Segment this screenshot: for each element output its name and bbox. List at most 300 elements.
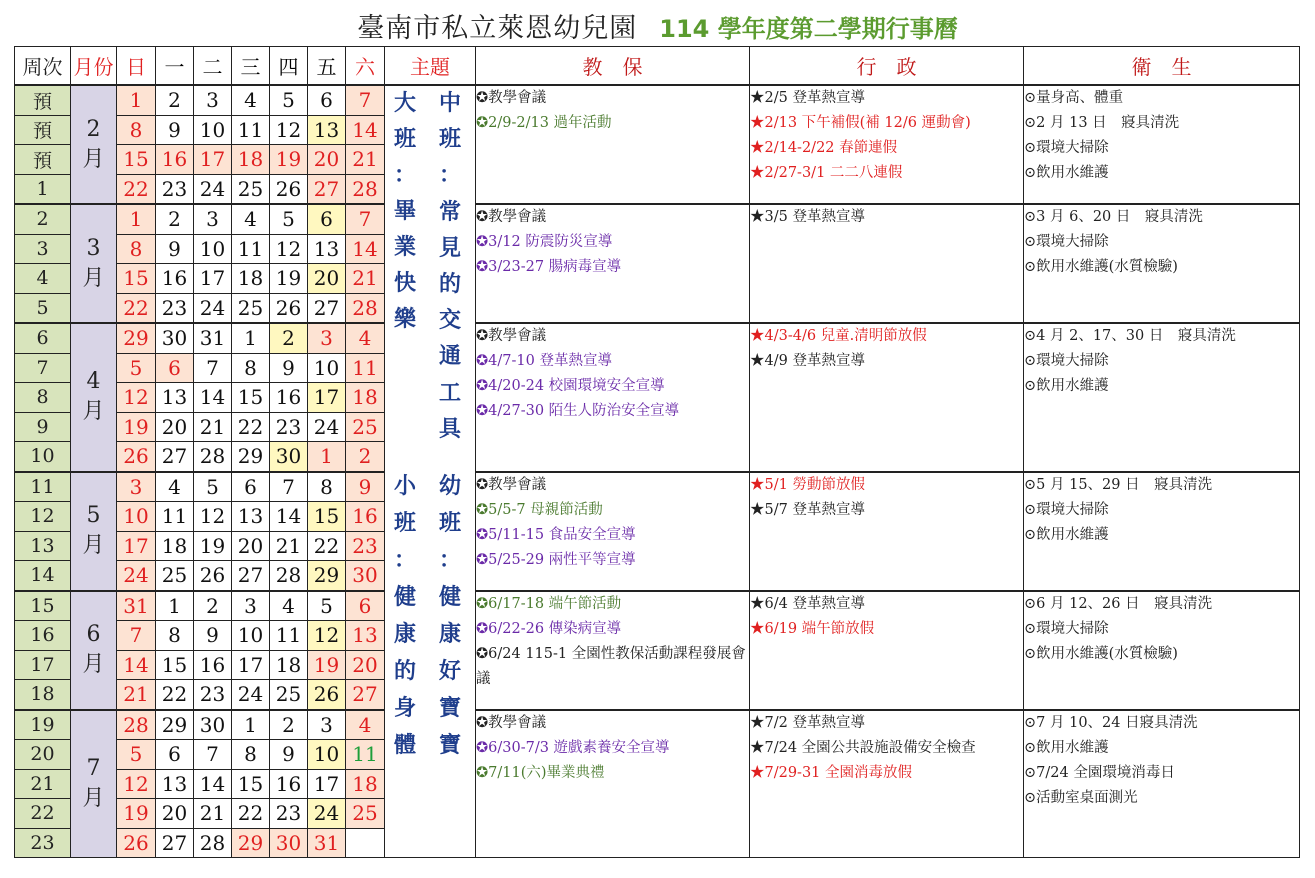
header-month: 月份: [71, 47, 117, 86]
event-item: ✪5/5-7 母親節活動: [476, 501, 603, 518]
header-day-mon: 一: [156, 47, 194, 86]
date-cell-sat: 2: [346, 442, 385, 472]
event-item: ✪3/23-27 腸病毒宣導: [476, 259, 622, 275]
date-cell-tue: 14: [194, 769, 232, 799]
date-cell-wed: 24: [232, 680, 270, 710]
date-cell-thu: 23: [270, 412, 308, 442]
date-cell-sat: [346, 828, 385, 858]
date-cell-tue: 2: [194, 591, 232, 621]
date-cell-wed: 29: [232, 442, 270, 472]
date-cell-wed: 1: [232, 710, 270, 740]
event-item: ⊙飲用水維護: [1024, 378, 1109, 394]
date-cell-fri: 6: [308, 204, 346, 234]
header-admin: 行 政: [750, 47, 1024, 86]
date-cell-sun: 22: [117, 293, 156, 323]
week-number: 8: [15, 383, 71, 413]
date-cell-fri: 24: [308, 799, 346, 829]
date-cell-mon: 11: [156, 502, 194, 532]
events-admin: [750, 323, 1024, 472]
week-number: 13: [15, 531, 71, 561]
date-cell-tue: 26: [194, 561, 232, 591]
week-number: 7: [15, 353, 71, 383]
event-item: ★2/27-3/1 二二八連假: [750, 165, 903, 181]
date-cell-sun: 1: [117, 204, 156, 234]
date-cell-wed: 25: [232, 293, 270, 323]
date-cell-sun: 15: [117, 264, 156, 294]
date-cell-tue: 3: [194, 204, 232, 234]
week-number: 2: [15, 204, 71, 234]
event-item: ✪7/11(六)畢業典禮: [476, 764, 605, 781]
date-cell-sat: 4: [346, 710, 385, 740]
date-cell-sun: 28: [117, 710, 156, 740]
date-cell-thu: 12: [270, 234, 308, 264]
week-number: 1: [15, 174, 71, 204]
date-cell-tue: 5: [194, 472, 232, 502]
date-cell-sun: 8: [117, 115, 156, 145]
week-number: 16: [15, 621, 71, 651]
event-item: ✪3/12 防震防災宣導: [476, 234, 613, 250]
date-cell-mon: 1: [156, 591, 194, 621]
event-item: ✪6/30-7/3 遊戲素養安全宣導: [476, 739, 670, 756]
date-cell-wed: 22: [232, 412, 270, 442]
date-cell-thu: 23: [270, 799, 308, 829]
date-cell-sun: 7: [117, 621, 156, 651]
week-number: 18: [15, 680, 71, 710]
events-health: [1024, 710, 1300, 858]
date-cell-fri: 26: [308, 680, 346, 710]
date-cell-sun: 24: [117, 561, 156, 591]
week-number: 15: [15, 591, 71, 621]
date-cell-thu: 30: [270, 442, 308, 472]
week-number: 17: [15, 650, 71, 680]
date-cell-thu: 9: [270, 353, 308, 383]
date-cell-fri: 1: [308, 442, 346, 472]
date-cell-tue: 14: [194, 383, 232, 413]
date-cell-fri: 8: [308, 472, 346, 502]
events-edu: [476, 323, 750, 472]
week-number: 21: [15, 769, 71, 799]
events-health: [1024, 472, 1300, 591]
date-cell-mon: 27: [156, 828, 194, 858]
date-cell-fri: 24: [308, 412, 346, 442]
event-item: ⊙5 月 15、29 日 寢具清洗: [1024, 476, 1213, 493]
date-cell-sun: 19: [117, 799, 156, 829]
date-cell-thu: 14: [270, 502, 308, 532]
date-cell-sun: 31: [117, 591, 156, 621]
date-cell-fri: 27: [308, 293, 346, 323]
date-cell-thu: 5: [270, 204, 308, 234]
event-item: ⊙飲用水維護(水質檢驗): [1024, 259, 1178, 275]
date-cell-wed: 27: [232, 561, 270, 591]
date-cell-tue: 10: [194, 115, 232, 145]
date-cell-sat: 14: [346, 234, 385, 264]
date-cell-sun: 1: [117, 85, 156, 115]
date-cell-mon: 13: [156, 769, 194, 799]
date-cell-sun: 26: [117, 828, 156, 858]
event-item: ✪4/20-24 校園環境安全宣導: [476, 378, 665, 394]
date-cell-sat: 27: [346, 680, 385, 710]
date-cell-sun: 29: [117, 323, 156, 353]
date-cell-sun: 14: [117, 650, 156, 680]
week-row: [15, 204, 1300, 234]
date-cell-mon: 18: [156, 531, 194, 561]
event-item: ★2/5 登革熱宣導: [750, 90, 865, 106]
date-cell-wed: 8: [232, 740, 270, 770]
date-cell-tue: 23: [194, 680, 232, 710]
date-cell-thu: 12: [270, 115, 308, 145]
event-item: ✪6/22-26 傳染病宣導: [476, 620, 622, 637]
date-cell-sat: 16: [346, 502, 385, 532]
event-item: ✪5/11-15 食品安全宣導: [476, 526, 636, 543]
date-cell-mon: 23: [156, 293, 194, 323]
events-health: [1024, 204, 1300, 323]
date-cell-sun: 22: [117, 174, 156, 204]
date-cell-sat: 18: [346, 769, 385, 799]
events-edu: [476, 85, 750, 204]
header-day-fri: 五: [308, 47, 346, 86]
date-cell-fri: 17: [308, 383, 346, 413]
date-cell-sat: 13: [346, 621, 385, 651]
date-cell-mon: 30: [156, 323, 194, 353]
header-day-thu: 四: [270, 47, 308, 86]
date-cell-sat: 18: [346, 383, 385, 413]
week-number: 12: [15, 502, 71, 532]
event-item: ⊙環境大掃除: [1024, 234, 1109, 250]
date-cell-sat: 21: [346, 145, 385, 175]
date-cell-fri: 10: [308, 353, 346, 383]
week-number: 10: [15, 442, 71, 472]
event-item: ⊙環境大掃除: [1024, 501, 1109, 518]
date-cell-thu: 19: [270, 264, 308, 294]
month-label: 5 月: [71, 472, 117, 591]
date-cell-tue: 10: [194, 234, 232, 264]
date-cell-tue: 3: [194, 85, 232, 115]
date-cell-tue: 21: [194, 412, 232, 442]
week-row: [15, 591, 1300, 621]
date-cell-mon: 29: [156, 710, 194, 740]
events-edu: [476, 472, 750, 591]
week-row: [15, 472, 1300, 502]
event-item: ⊙環境大掃除: [1024, 353, 1109, 369]
school-name: 臺南市私立萊恩幼兒園: [357, 13, 638, 44]
date-cell-thu: 26: [270, 174, 308, 204]
date-cell-wed: 8: [232, 353, 270, 383]
header-edu: 教 保: [476, 47, 750, 86]
term-title: 114 學年度第二學期行事曆: [659, 15, 958, 43]
date-cell-tue: 7: [194, 353, 232, 383]
date-cell-wed: 15: [232, 769, 270, 799]
date-cell-thu: 4: [270, 591, 308, 621]
date-cell-sun: 26: [117, 442, 156, 472]
week-number: 4: [15, 264, 71, 294]
date-cell-sat: 28: [346, 293, 385, 323]
event-item: ⊙3 月 6、20 日 寢具清洗: [1024, 209, 1203, 225]
event-item: ✪6/17-18 端午節活動: [476, 595, 622, 612]
week-row: [15, 323, 1300, 353]
week-number: 22: [15, 799, 71, 829]
date-cell-mon: 6: [156, 353, 194, 383]
date-cell-fri: 29: [308, 561, 346, 591]
date-cell-mon: 16: [156, 145, 194, 175]
date-cell-sat: 28: [346, 174, 385, 204]
week-row: [15, 85, 1300, 115]
event-item: ✪2/9-2/13 過年活動: [476, 115, 612, 131]
date-cell-tue: 21: [194, 799, 232, 829]
date-cell-thu: 25: [270, 680, 308, 710]
date-cell-tue: 30: [194, 710, 232, 740]
date-cell-sat: 11: [346, 740, 385, 770]
event-item: ⊙環境大掃除: [1024, 620, 1109, 637]
date-cell-sat: 7: [346, 204, 385, 234]
week-number: 預: [15, 115, 71, 145]
events-admin: [750, 591, 1024, 710]
event-item: ★3/5 登革熱宣導: [750, 209, 865, 225]
date-cell-wed: 6: [232, 472, 270, 502]
date-cell-fri: 3: [308, 323, 346, 353]
date-cell-fri: 5: [308, 591, 346, 621]
date-cell-thu: 2: [270, 323, 308, 353]
date-cell-fri: 15: [308, 502, 346, 532]
date-cell-sat: 25: [346, 799, 385, 829]
date-cell-tue: 17: [194, 264, 232, 294]
date-cell-mon: 20: [156, 412, 194, 442]
event-item: ⊙6 月 12、26 日 寢具清洗: [1024, 595, 1213, 612]
event-item: ★5/1 勞動節放假: [750, 476, 865, 493]
events-admin: [750, 710, 1024, 858]
date-cell-sun: 19: [117, 412, 156, 442]
date-cell-sat: 23: [346, 531, 385, 561]
date-cell-mon: 8: [156, 621, 194, 651]
event-item: ✪6/24 115-1 全園性教保活動課程發展會議: [476, 645, 746, 687]
event-item: ⊙飲用水維護: [1024, 165, 1109, 181]
date-cell-wed: 3: [232, 591, 270, 621]
week-number: 9: [15, 412, 71, 442]
theme-column: [385, 85, 476, 858]
event-item: ★2/13 下午補假(補 12/6 運動會): [750, 115, 971, 131]
month-label: 3 月: [71, 204, 117, 323]
event-item: ✪教學會議: [476, 328, 547, 344]
date-cell-thu: 30: [270, 828, 308, 858]
week-number: 20: [15, 740, 71, 770]
month-label: 6 月: [71, 591, 117, 710]
date-cell-wed: 17: [232, 650, 270, 680]
date-cell-sun: 10: [117, 502, 156, 532]
date-cell-fri: 31: [308, 828, 346, 858]
week-number: 11: [15, 472, 71, 502]
date-cell-sun: 12: [117, 383, 156, 413]
event-item: ⊙飲用水維護: [1024, 739, 1109, 756]
date-cell-thu: 11: [270, 621, 308, 651]
date-cell-fri: 20: [308, 145, 346, 175]
header-day-wed: 三: [232, 47, 270, 86]
date-cell-thu: 21: [270, 531, 308, 561]
events-admin: [750, 85, 1024, 204]
date-cell-wed: 1: [232, 323, 270, 353]
events-admin: [750, 472, 1024, 591]
event-item: ⊙7 月 10、24 日寢具清洗: [1024, 714, 1198, 731]
date-cell-wed: 10: [232, 621, 270, 651]
date-cell-mon: 27: [156, 442, 194, 472]
header-day-sun: 日: [117, 47, 156, 86]
date-cell-wed: 29: [232, 828, 270, 858]
event-item: ⊙7/24 全園環境消毒日: [1024, 764, 1175, 781]
date-cell-sat: 6: [346, 591, 385, 621]
date-cell-mon: 16: [156, 264, 194, 294]
date-cell-thu: 28: [270, 561, 308, 591]
event-item: ★4/9 登革熱宣導: [750, 353, 865, 369]
event-item: ✪教學會議: [476, 90, 547, 106]
date-cell-sat: 30: [346, 561, 385, 591]
date-cell-tue: 28: [194, 442, 232, 472]
event-item: ★7/2 登革熱宣導: [750, 714, 865, 731]
date-cell-tue: 24: [194, 174, 232, 204]
date-cell-sun: 3: [117, 472, 156, 502]
week-number: 5: [15, 293, 71, 323]
event-item: ★7/29-31 全園消毒放假: [750, 764, 913, 781]
events-edu: [476, 591, 750, 710]
date-cell-mon: 13: [156, 383, 194, 413]
date-cell-mon: 9: [156, 234, 194, 264]
theme-col1: 大 班 ： 畢 業 快 樂: [393, 91, 416, 332]
date-cell-thu: 2: [270, 710, 308, 740]
event-item: ★6/19 端午節放假: [750, 620, 875, 637]
event-item: ★2/14-2/22 春節連假: [750, 140, 898, 156]
date-cell-wed: 22: [232, 799, 270, 829]
date-cell-fri: 3: [308, 710, 346, 740]
header-theme: 主題: [385, 47, 476, 86]
date-cell-fri: 17: [308, 769, 346, 799]
date-cell-tue: 9: [194, 621, 232, 651]
date-cell-tue: 28: [194, 828, 232, 858]
event-item: ⊙飲用水維護(水質檢驗): [1024, 645, 1178, 662]
date-cell-sat: 20: [346, 650, 385, 680]
date-cell-fri: 12: [308, 621, 346, 651]
page-title: [0, 6, 1315, 45]
date-cell-wed: 4: [232, 85, 270, 115]
date-cell-sat: 25: [346, 412, 385, 442]
date-cell-thu: 7: [270, 472, 308, 502]
date-cell-mon: 6: [156, 740, 194, 770]
event-item: ★5/7 登革熱宣導: [750, 501, 865, 518]
date-cell-tue: 16: [194, 650, 232, 680]
date-cell-sun: 21: [117, 680, 156, 710]
date-cell-sat: 14: [346, 115, 385, 145]
date-cell-tue: 31: [194, 323, 232, 353]
date-cell-thu: 16: [270, 769, 308, 799]
event-item: ⊙量身高、體重: [1024, 90, 1124, 106]
event-item: ⊙4 月 2、17、30 日 寢具清洗: [1024, 328, 1236, 344]
event-item: ✪教學會議: [476, 476, 547, 493]
header-day-tue: 二: [194, 47, 232, 86]
events-admin: [750, 204, 1024, 323]
header-health: 衛 生: [1024, 47, 1300, 86]
date-cell-mon: 4: [156, 472, 194, 502]
date-cell-mon: 2: [156, 204, 194, 234]
theme-col4: 幼 班 ： 健 康 好 寶 寶: [438, 474, 461, 758]
date-cell-thu: 5: [270, 85, 308, 115]
header-week: 周次: [15, 47, 71, 86]
date-cell-mon: 25: [156, 561, 194, 591]
events-edu: [476, 204, 750, 323]
month-label: 2 月: [71, 85, 117, 204]
date-cell-wed: 4: [232, 204, 270, 234]
date-cell-fri: 6: [308, 85, 346, 115]
week-number: 預: [15, 145, 71, 175]
date-cell-mon: 2: [156, 85, 194, 115]
date-cell-sun: 17: [117, 531, 156, 561]
month-label: 4 月: [71, 323, 117, 472]
date-cell-fri: 10: [308, 740, 346, 770]
date-cell-wed: 15: [232, 383, 270, 413]
date-cell-thu: 18: [270, 650, 308, 680]
date-cell-thu: 19: [270, 145, 308, 175]
date-cell-thu: 26: [270, 293, 308, 323]
date-cell-fri: 27: [308, 174, 346, 204]
date-cell-sun: 15: [117, 145, 156, 175]
date-cell-tue: 7: [194, 740, 232, 770]
date-cell-wed: 25: [232, 174, 270, 204]
week-number: 14: [15, 561, 71, 591]
date-cell-sat: 4: [346, 323, 385, 353]
event-item: ✪4/7-10 登革熱宣導: [476, 353, 612, 369]
header-day-sat: 六: [346, 47, 385, 86]
date-cell-sun: 12: [117, 769, 156, 799]
date-cell-thu: 16: [270, 383, 308, 413]
date-cell-mon: 20: [156, 799, 194, 829]
theme-col2: 中 班 ： 常 見 的 交 通 工 具: [438, 91, 461, 442]
date-cell-wed: 18: [232, 264, 270, 294]
event-item: ✪教學會議: [476, 209, 547, 225]
date-cell-fri: 13: [308, 115, 346, 145]
date-cell-wed: 20: [232, 531, 270, 561]
date-cell-fri: 13: [308, 234, 346, 264]
date-cell-thu: 9: [270, 740, 308, 770]
date-cell-sat: 11: [346, 353, 385, 383]
date-cell-wed: 18: [232, 145, 270, 175]
date-cell-wed: 11: [232, 234, 270, 264]
date-cell-fri: 22: [308, 531, 346, 561]
event-item: ⊙環境大掃除: [1024, 140, 1109, 156]
event-item: ✪教學會議: [476, 714, 547, 731]
date-cell-sun: 5: [117, 740, 156, 770]
calendar-table: [14, 46, 1300, 858]
week-number: 預: [15, 85, 71, 115]
week-number: 19: [15, 710, 71, 740]
events-health: [1024, 323, 1300, 472]
event-item: ✪4/27-30 陌生人防治安全宣導: [476, 403, 680, 419]
events-edu: [476, 710, 750, 858]
header-row: [15, 47, 1300, 86]
date-cell-fri: 20: [308, 264, 346, 294]
events-health: [1024, 591, 1300, 710]
date-cell-fri: 19: [308, 650, 346, 680]
date-cell-mon: 15: [156, 650, 194, 680]
date-cell-mon: 22: [156, 680, 194, 710]
date-cell-tue: 12: [194, 502, 232, 532]
event-item: ★7/24 全園公共設施設備安全檢查: [750, 739, 976, 756]
week-number: 3: [15, 234, 71, 264]
date-cell-sun: 8: [117, 234, 156, 264]
week-number: 6: [15, 323, 71, 353]
event-item: ⊙飲用水維護: [1024, 526, 1109, 543]
date-cell-wed: 13: [232, 502, 270, 532]
date-cell-tue: 19: [194, 531, 232, 561]
event-item: ✪5/25-29 兩性平等宣導: [476, 551, 636, 568]
date-cell-sat: 9: [346, 472, 385, 502]
date-cell-sun: 5: [117, 353, 156, 383]
date-cell-tue: 17: [194, 145, 232, 175]
week-row: [15, 710, 1300, 740]
